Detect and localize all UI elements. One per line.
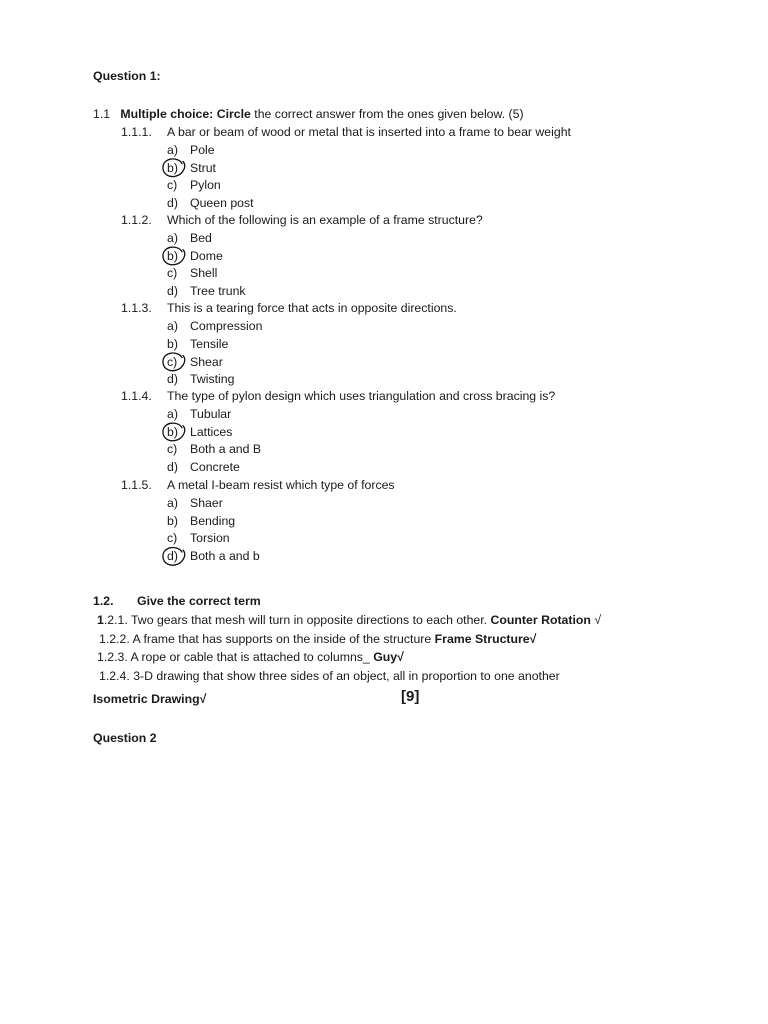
option-letter: d) — [167, 372, 178, 387]
check-mark-icon: √ — [529, 632, 537, 646]
option-text: Concrete — [190, 460, 240, 475]
option-letter: d) — [167, 460, 178, 475]
option-letter: b) — [167, 160, 178, 175]
option-text: Torsion — [190, 531, 230, 546]
term-1-2-1: 1.2.1. Two gears that mesh will turn in opposite directions to each other. Counter Rotation √ — [97, 613, 602, 627]
mc-option — [167, 549, 260, 564]
option-text: Shell — [190, 266, 218, 281]
mc-question-text: Which of the following is an example of a frame structure? — [167, 213, 483, 227]
mc-option — [167, 178, 221, 192]
option-letter: b) — [167, 424, 178, 439]
option-letter: d) — [167, 284, 178, 299]
option-letter: a) — [167, 143, 178, 157]
answer-frame-structure: Frame Structure — [434, 632, 530, 646]
mc-option — [167, 336, 229, 351]
mc-question-text: This is a tearing force that acts in opposite directions. — [167, 301, 457, 315]
term-1-2-4: 1.2.4. 3-D drawing that show three sides of an object, all in proportion to one another — [99, 669, 560, 683]
option-letter: d) — [167, 195, 178, 210]
option-text: Strut — [190, 160, 216, 175]
term-1-2-2: 1.2.2. A frame that has supports on the inside of the structure Frame Structure√ — [99, 632, 537, 646]
mc-question-number: 1.1.2. — [121, 213, 152, 227]
instruction-bold: Multiple choice: Circle — [120, 107, 251, 121]
option-text: Tensile — [190, 336, 229, 351]
mc-question-number: 1.1.1. — [121, 125, 152, 139]
mc-option — [167, 407, 232, 421]
option-text: Queen post — [190, 195, 254, 210]
option-letter: b) — [167, 248, 178, 263]
mc-option — [167, 266, 218, 281]
option-text: Tree trunk — [190, 284, 246, 299]
option-letter: b) — [167, 336, 178, 351]
option-letter: c) — [167, 531, 178, 546]
mc-option — [167, 424, 233, 439]
term-1-2-3: 1.2.3. A rope or cable that is attached to columns_ Guy√ — [97, 650, 404, 664]
mc-question-text: The type of pylon design which uses triangulation and cross bracing is? — [167, 389, 556, 403]
mc-question-text: A bar or beam of wood or metal that is inserted into a frame to bear weight — [167, 125, 571, 139]
mc-question — [121, 301, 457, 315]
question-2-title: Question 2 — [93, 731, 157, 745]
section-1-1-heading — [93, 107, 524, 121]
answer-counter-rotation: Counter Rotation — [490, 613, 591, 627]
mc-option — [167, 248, 223, 263]
option-letter: b) — [167, 513, 178, 528]
mc-option — [167, 319, 263, 333]
answer-guy: Guy — [373, 650, 398, 664]
mc-option — [167, 284, 246, 299]
mc-question-number: 1.1.4. — [121, 389, 152, 403]
mc-option — [167, 231, 212, 245]
mc-question-text: A metal I-beam resist which type of forces — [167, 478, 395, 492]
option-letter: c) — [167, 178, 178, 192]
option-letter: a) — [167, 496, 178, 510]
mark-total: [9] — [401, 688, 420, 705]
mc-option — [167, 496, 223, 510]
mc-option — [167, 513, 236, 528]
mc-question — [121, 213, 483, 227]
section-number: 1.1 — [93, 107, 111, 121]
option-text: Tubular — [190, 407, 232, 421]
mc-question — [121, 478, 395, 492]
option-letter: c) — [167, 354, 178, 369]
option-text: Both a and B — [190, 442, 262, 457]
option-text: Dome — [190, 248, 223, 263]
option-text: Pole — [190, 143, 215, 157]
option-text: Shaer — [190, 496, 223, 510]
option-letter: c) — [167, 266, 178, 281]
option-text: Lattices — [190, 424, 233, 439]
option-letter: a) — [167, 407, 178, 421]
instruction-text: the correct answer from the ones given below. (5) — [250, 107, 524, 121]
mc-option — [167, 372, 235, 387]
mc-question-number: 1.1.3. — [121, 301, 152, 315]
mc-option — [167, 531, 230, 546]
mc-option — [167, 354, 223, 369]
mc-option — [167, 160, 216, 175]
mc-option — [167, 143, 215, 157]
mc-question — [121, 125, 571, 139]
option-text: Bending — [190, 513, 236, 528]
mc-option — [167, 442, 262, 457]
option-text: Twisting — [190, 372, 235, 387]
mc-question — [121, 389, 556, 403]
option-letter: a) — [167, 231, 178, 245]
option-letter: a) — [167, 319, 178, 333]
option-text: Both a and b — [190, 549, 260, 564]
check-mark-icon: √ — [590, 613, 602, 627]
check-mark-icon: √ — [397, 650, 404, 664]
mc-option — [167, 195, 254, 210]
check-mark-icon: √ — [199, 692, 207, 706]
question-1-title: Question 1: — [93, 69, 161, 83]
section-1-2-heading: 1.2. Give the correct term — [93, 594, 261, 608]
answer-isometric-drawing: Isometric Drawing√ — [93, 692, 207, 706]
option-text: Compression — [190, 319, 263, 333]
option-text: Shear — [190, 354, 223, 369]
option-letter: c) — [167, 442, 178, 457]
mc-question-number: 1.1.5. — [121, 478, 152, 492]
option-letter: d) — [167, 549, 178, 564]
mc-option — [167, 460, 240, 475]
option-text: Pylon — [190, 178, 221, 192]
option-text: Bed — [190, 231, 212, 245]
